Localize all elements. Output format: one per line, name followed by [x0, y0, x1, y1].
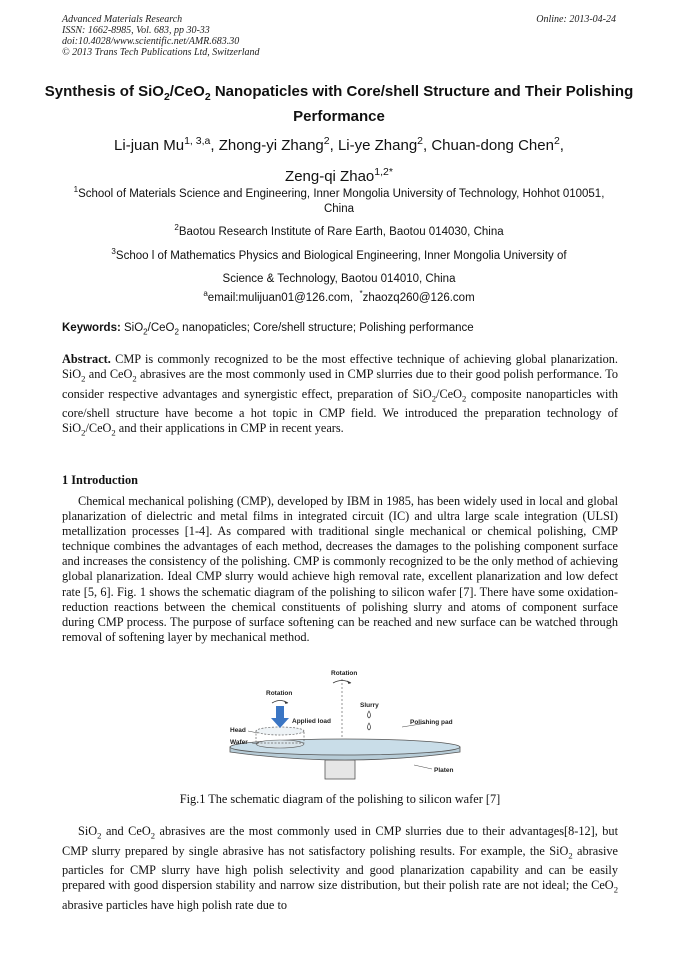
paragraph-part: SiO — [78, 824, 98, 838]
wafer — [256, 740, 304, 748]
applied-load-arrow-icon — [271, 706, 289, 728]
abstract-subscript: 2 — [81, 427, 86, 438]
polishing-pad-label: Polishing pad — [410, 719, 453, 726]
author-affiliation-mark: 2 — [417, 135, 423, 147]
rotation-label: Rotation — [331, 670, 358, 677]
abstract-text: abrasives are the most commonly used in CMP slurries due to their good polish performance. To consider respective advantages and synergistic effect, preparation of SiO — [62, 367, 618, 401]
abstract-text: composite nanoparticles with core/shell structure have become a hot topic in CMP field. We introduced the preparation technology of SiO — [62, 386, 619, 436]
author-affiliation-mark: 2 — [323, 135, 330, 147]
email-line — [60, 286, 618, 306]
wafer-label: Wafer — [230, 739, 248, 746]
head-label: Head — [230, 727, 246, 734]
abstract-subscript: 2 — [431, 393, 437, 404]
keyword-text: /CeO — [147, 322, 175, 334]
keyword-subscript: 2 — [143, 327, 148, 337]
paragraph-subscript: 2 — [613, 884, 618, 895]
abstract-subscript: 2 — [132, 373, 137, 384]
journal-doi: doi:10.4028/www.scientific.net/AMR.683.30 — [62, 36, 240, 47]
abstract-text: CMP is commonly recognized to be the most effective technique of achieving global planarization. SiO — [62, 352, 618, 382]
title-part: /CeO — [169, 83, 205, 100]
affiliation-mark: 1 — [73, 185, 79, 194]
journal-copyright: © 2013 Trans Tech Publications Ltd, Switzerland — [62, 47, 260, 58]
intro-paragraph: Chemical mechanical polishing (CMP), developed by IBM in 1985, has been widely used in local and global planarization of dielectric and metal films in integrated circuit (IC) and ultra large scale integration (ULSI) metallization processes [1-4]. As compared with traditional single mechanical or chemical polishing, CMP technique combines the advantages of each method, decreases the damages to the polishing component surface and increases the consistency of the polishing. CMP is commonly recognized to be the only method of achieving global planarization. Ideal CMP slurry would achieve high removal rate, excellent planarization and low defect rate [5, 6]. Fig. 1 shows the schematic diagram of the polishing to silicon wafer [7]. There have some oxidation-reduction reactions between the chemical constituents of polishing slurry and atoms of component surface during CMP process. The purpose of surface softening can be reached and new surface can be watched through removal of softening layer by mechanical method. — [62, 494, 618, 644]
section-heading: 1 Introduction — [62, 473, 138, 487]
paragraph-part: and CeO — [101, 824, 151, 838]
abstract — [62, 352, 618, 441]
intro-body — [62, 494, 618, 645]
head-top — [256, 727, 304, 735]
title-subscript: 2 — [163, 91, 170, 103]
author-separator: , — [559, 137, 564, 154]
abstract-text: /CeO — [85, 421, 112, 436]
paragraph-subscript: 2 — [97, 830, 102, 841]
abstract-label: Abstract. — [62, 352, 111, 366]
affiliation-mark: 3 — [111, 247, 116, 256]
paragraph-text — [62, 824, 618, 913]
online-date: Online: 2013-04-24 — [536, 14, 616, 25]
rotation-label: Rotation — [266, 690, 293, 697]
affiliation-3 — [60, 240, 618, 291]
journal-name: Advanced Materials Research — [62, 14, 183, 25]
abstract-subscript: 2 — [462, 393, 467, 404]
paragraph-subscript: 2 — [150, 830, 156, 841]
platen-label: Platen — [434, 767, 454, 774]
keywords — [62, 321, 618, 339]
abstract-text: and their applications in CMP in recent years. — [115, 421, 344, 436]
paragraph-part: abrasives are the most commonly used in CMP slurries due to their advantages[8-12], but CMP slurry prepared by single abrasive has not satisfactory polishing results. For example, the SiO — [62, 824, 618, 858]
keywords-label: Keywords: — [62, 322, 121, 334]
affiliation-3-line-2: Science & Technology, Baotou 014010, China — [222, 272, 456, 285]
author-name: Li-juan Mu — [114, 137, 185, 154]
title-subscript: 2 — [204, 91, 211, 103]
affiliation-text: Baotou Research Institute of Rare Earth, Baotou 014030, China — [178, 225, 504, 238]
journal-header — [62, 14, 616, 58]
slurry-drop-icon — [368, 711, 371, 718]
affiliation-3-line-1 — [60, 240, 618, 268]
author-name: , Li-ye Zhang — [329, 137, 418, 154]
author-line-1 — [40, 128, 638, 159]
author-affiliation-mark: 1, 3,a — [184, 135, 211, 147]
author-affiliation-mark: 1,2 — [374, 166, 389, 178]
title-part: Synthesis of SiO — [44, 83, 164, 100]
abstract-text: /CeO — [436, 386, 463, 401]
title-part: Nanopaticles with Core/shell Structure and Their Polishing Performance — [210, 83, 634, 125]
polishing-schematic-figure — [222, 665, 468, 789]
affiliation-mark: 2 — [174, 223, 179, 232]
affiliation-1 — [60, 182, 618, 217]
author-affiliation-mark: 2 — [553, 135, 560, 147]
applied-load-label: Applied load — [292, 718, 331, 725]
paragraph-part: abrasive particles have high polish rate due to — [62, 897, 288, 912]
author-name: Zeng-qi Zhao — [285, 168, 375, 185]
affiliation-text: School of Materials Science and Engineering, Inner Mongolia University of Technology, Hohhot 010051, China — [78, 187, 605, 215]
body-paragraph-2 — [62, 824, 618, 913]
keyword-subscript: 2 — [174, 327, 179, 337]
corresponding-author-mark: * — [388, 166, 393, 178]
affiliation-text: Schoo l of Mathematics Physics and Biological Engineering, Inner Mongolia University of — [115, 249, 567, 262]
platen-shaft — [325, 760, 355, 779]
abstract-subscript: 2 — [81, 373, 86, 384]
journal-issn: ISSN: 1662-8985, Vol. 683, pp 30-33 — [62, 25, 210, 36]
email-link[interactable]: zhaozq260@126.com — [362, 291, 475, 304]
affiliation-2 — [60, 220, 618, 240]
paragraph-subscript: 2 — [568, 850, 573, 860]
email-mark: a — [203, 289, 208, 298]
slurry-label: Slurry — [360, 702, 379, 709]
keyword-text: SiO — [124, 322, 144, 334]
email-link[interactable]: email:mulijuan01@126.com, — [207, 291, 354, 304]
paper-title — [40, 82, 638, 126]
author-name: , Chuan-dong Chen — [423, 137, 554, 154]
keyword-text: nanopaticles; Core/shell structure; Polishing performance — [178, 322, 474, 334]
email-mark: * — [359, 289, 363, 298]
platen-leader-line — [414, 765, 432, 769]
author-name: , Zhong-yi Zhang — [210, 137, 324, 154]
figure-caption: Fig.1 The schematic diagram of the polishing to silicon wafer [7] — [179, 792, 501, 806]
slurry-drop-icon — [368, 723, 371, 730]
abstract-subscript: 2 — [111, 427, 116, 438]
abstract-text: and CeO — [85, 367, 133, 382]
paragraph-part: abrasive particles for CMP slurry have high polish selectivity and good planarization capability and can be easily prepared with good dispersion stability and narrow size distribution, but their polish rate are not ideal; the CeO — [62, 843, 618, 893]
author-list — [40, 128, 638, 190]
